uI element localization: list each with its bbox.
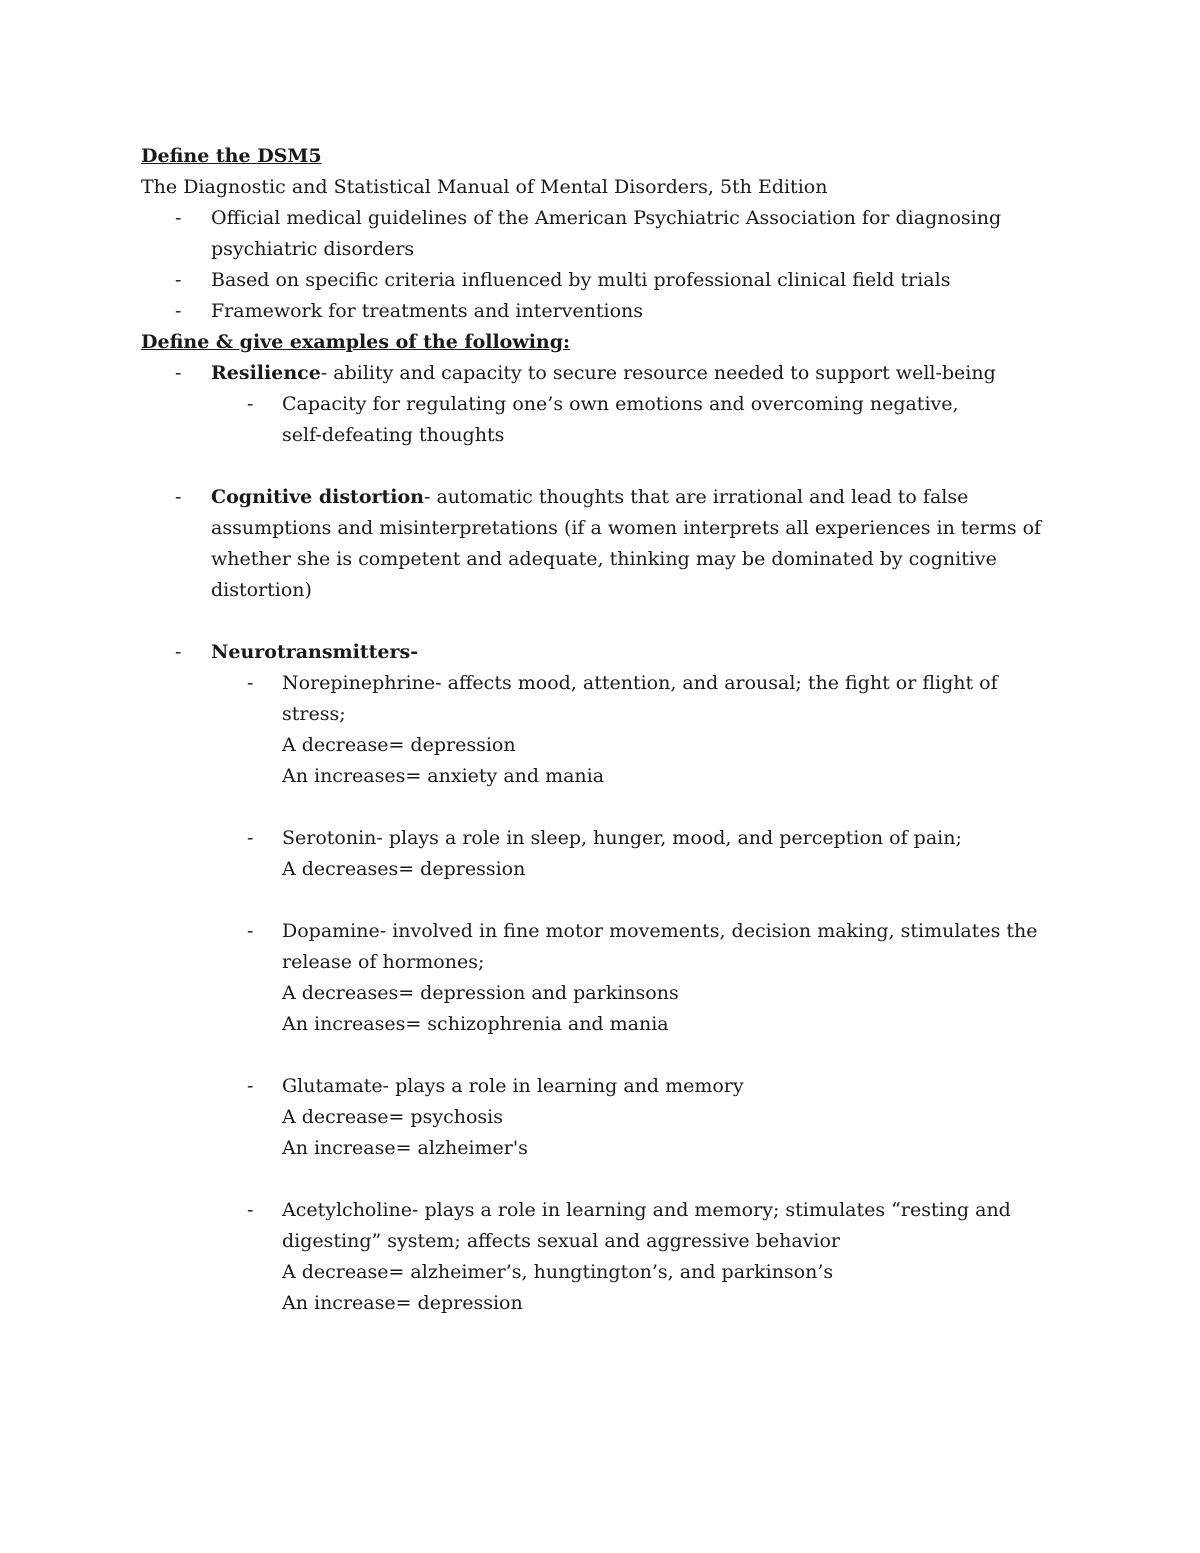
resilience-sub-text: Capacity for regulating one’s own emotions and overcoming negative, self-defeating thoughts xyxy=(282,393,959,446)
bullet-dash: - xyxy=(175,641,182,663)
document-body xyxy=(141,141,1061,1319)
neurotransmitter-description: Acetylcholine- plays a role in learning and memory; stimulates “resting and digesting” system; affects sexual and aggressive behavior xyxy=(282,1199,1011,1252)
spacer xyxy=(141,1164,1061,1195)
neurotransmitters-suffix: - xyxy=(410,641,419,663)
neurotransmitter-entry xyxy=(141,1195,1061,1319)
dsm-heading: Define the DSM5 xyxy=(141,145,322,167)
dsm-full-name: The Diagnostic and Statistical Manual of Mental Disorders, 5th Edition xyxy=(141,176,828,198)
dsm-bullet-text: Framework for treatments and interventions xyxy=(211,300,644,322)
resilience-subitem xyxy=(141,389,1061,451)
resilience-definition: - ability and capacity to secure resource needed to support well-being xyxy=(320,362,996,384)
cognitive-distortion-item xyxy=(141,482,1061,606)
bullet-dash: - xyxy=(175,362,182,384)
neurotransmitter-effect: An increases= schizophrenia and mania xyxy=(282,1013,669,1035)
spacer xyxy=(141,885,1061,916)
neurotransmitter-effect: A decreases= depression xyxy=(282,858,526,880)
neurotransmitters-term: Neurotransmitters xyxy=(211,641,411,663)
cognitive-distortion-term: Cognitive distortion xyxy=(211,486,424,508)
neurotransmitter-entry xyxy=(141,1071,1061,1164)
neurotransmitter-description: Glutamate- plays a role in learning and memory xyxy=(282,1075,744,1097)
cognitive-distortion-definition: - automatic thoughts that are irrational and lead to false assumptions and misinterpretations (if a women interprets all experiences in terms of whether she is competent and adequate, thinking may be dominated by cognitive distortion) xyxy=(211,486,1042,601)
neurotransmitter-effect: A decrease= psychosis xyxy=(282,1106,503,1128)
spacer xyxy=(141,606,1061,637)
spacer xyxy=(141,451,1061,482)
neurotransmitter-description: Serotonin- plays a role in sleep, hunger, mood, and perception of pain; xyxy=(282,827,962,849)
dsm-bullet-text: Based on specific criteria influenced by multi professional clinical field trials xyxy=(211,269,951,291)
resilience-term: Resilience xyxy=(211,362,321,384)
neurotransmitter-effect: A decrease= alzheimer’s, hungtington’s, and parkinson’s xyxy=(282,1261,834,1283)
bullet-dash: - xyxy=(175,269,182,291)
examples-heading: Define & give examples of the following: xyxy=(141,331,571,353)
bullet-dash: - xyxy=(247,1075,254,1097)
bullet-dash: - xyxy=(247,827,254,849)
spacer xyxy=(141,792,1061,823)
neurotransmitter-description: Norepinephrine- affects mood, attention, and arousal; the fight or flight of stress; xyxy=(282,672,998,725)
dsm-bullet xyxy=(141,203,1061,265)
dsm-bullet xyxy=(141,265,1061,296)
neurotransmitter-entry xyxy=(141,916,1061,1040)
neurotransmitter-effect: A decreases= depression and parkinsons xyxy=(282,982,679,1004)
bullet-dash: - xyxy=(247,1199,254,1221)
neurotransmitter-description: Dopamine- involved in fine motor movements, decision making, stimulates the release of hormones; xyxy=(282,920,1038,973)
neurotransmitter-entry xyxy=(141,823,1061,885)
neurotransmitter-effect: An increases= anxiety and mania xyxy=(282,765,605,787)
neurotransmitter-entry xyxy=(141,668,1061,792)
neurotransmitter-effect: An increase= alzheimer's xyxy=(282,1137,528,1159)
neurotransmitters-item xyxy=(141,637,1061,668)
bullet-dash: - xyxy=(247,920,254,942)
dsm-bullet xyxy=(141,296,1061,327)
neurotransmitter-effect: A decrease= depression xyxy=(282,734,516,756)
neurotransmitter-effect: An increase= depression xyxy=(282,1292,523,1314)
bullet-dash: - xyxy=(175,486,182,508)
bullet-dash: - xyxy=(247,393,254,415)
dsm-bullet-text: Official medical guidelines of the American Psychiatric Association for diagnosing psychiatric disorders xyxy=(211,207,1002,260)
bullet-dash: - xyxy=(247,672,254,694)
bullet-dash: - xyxy=(175,300,182,322)
resilience-item xyxy=(141,358,1061,389)
bullet-dash: - xyxy=(175,207,182,229)
spacer xyxy=(141,1040,1061,1071)
